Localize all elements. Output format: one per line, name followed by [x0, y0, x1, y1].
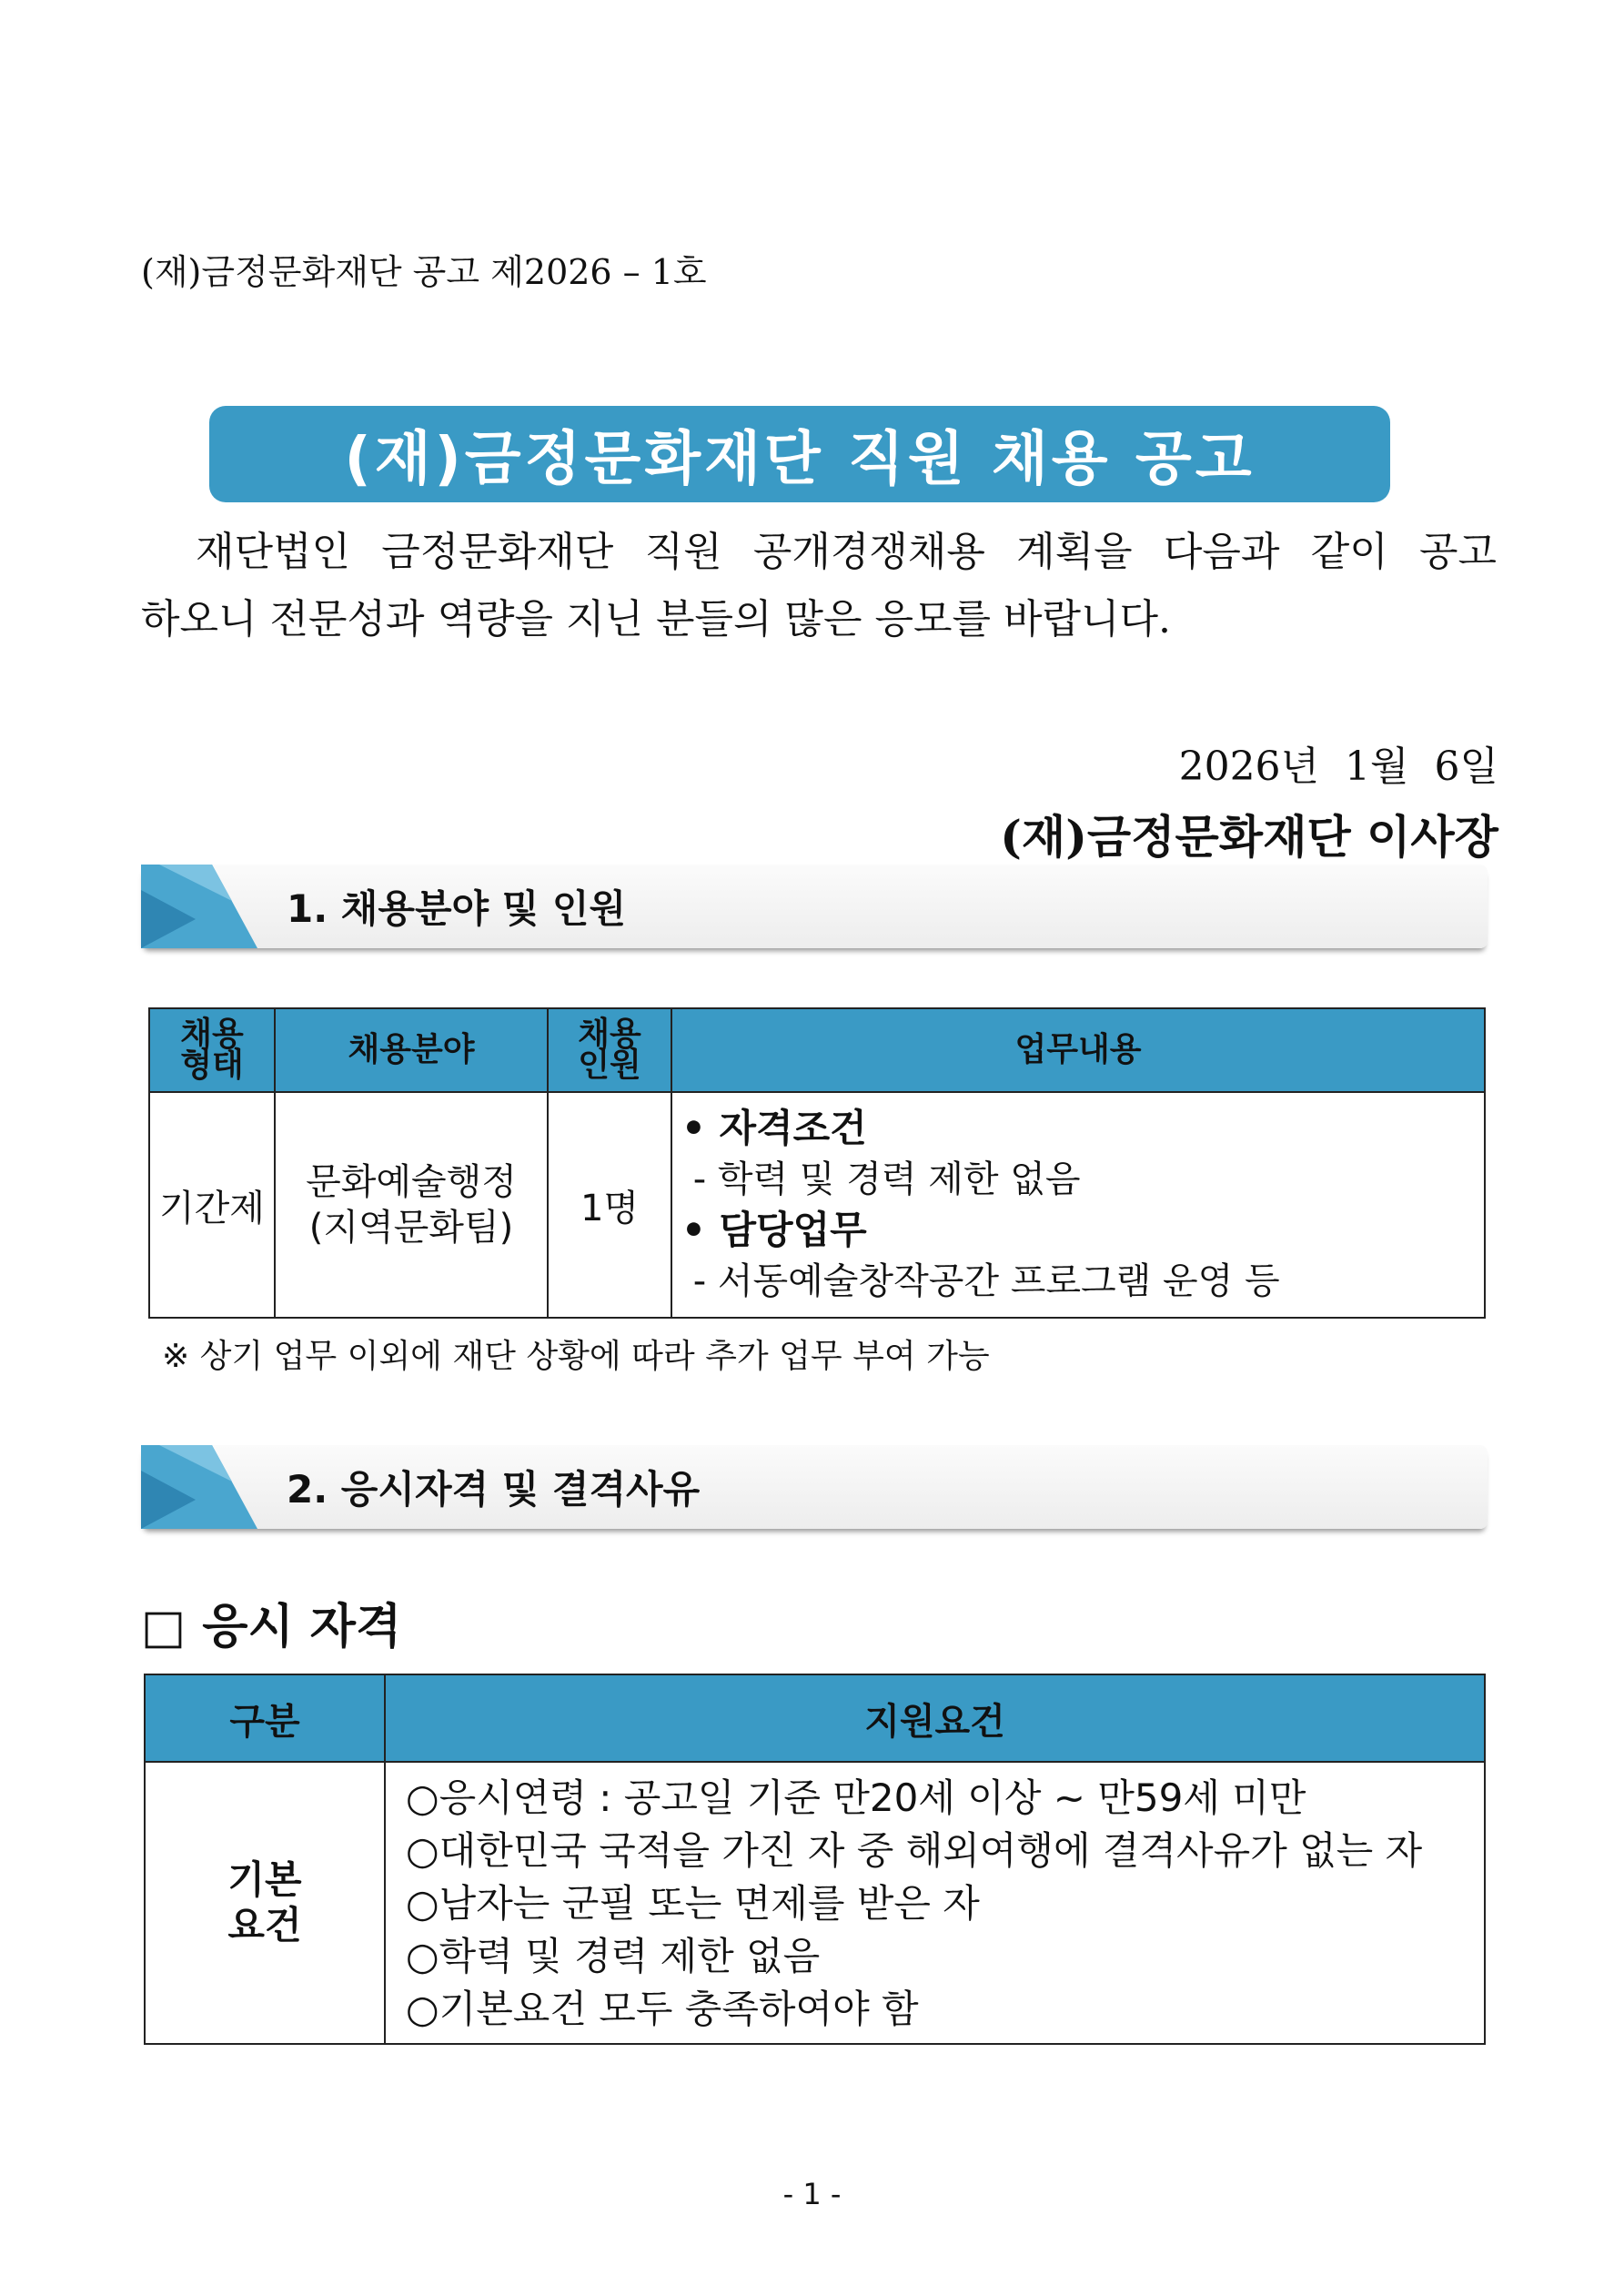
page-number: - 1 -	[782, 2177, 842, 2211]
section-1-header	[141, 865, 1488, 948]
cell-field: 문화예술행정 (지역문화팀)	[275, 1092, 548, 1318]
eligibility-subheading: □ 응시 자격	[141, 1600, 402, 1654]
duty-item: - 서동예술창작공간 프로그램 운영 등	[681, 1260, 1280, 1302]
intro-line-2: 하오니 전문성과 역량을 지닌 분들의 많은 응모를 바랍니다.	[141, 596, 1171, 642]
requirement-item: ○남자는 군필 또는 면제를 받은 자	[406, 1881, 980, 1926]
section-decoration-icon	[141, 1445, 259, 1529]
cell-type: 기간제	[149, 1092, 275, 1318]
table-note: ※ 상기 업무 이외에 재단 상황에 따라 추가 업무 부여 가능	[162, 1338, 990, 1375]
cell-count: 1명	[548, 1092, 671, 1318]
section-1-title: 1. 채용분야 및 인원	[287, 886, 627, 931]
intro-paragraph	[141, 519, 1497, 653]
table-header-row	[145, 1674, 1485, 1762]
requirement-item: ○기본요건 모두 충족하여야 함	[406, 1987, 919, 2031]
signer: (재)금정문화재단 이사장	[1000, 810, 1498, 864]
qualification-title: • 자격조건	[681, 1106, 867, 1150]
announcement-date: 2026년 1월 6일	[1178, 743, 1498, 790]
table-row	[149, 1092, 1485, 1318]
header-type: 채용 형태	[149, 1008, 275, 1092]
table-header-row	[149, 1008, 1485, 1092]
cell-requirements	[385, 1762, 1485, 2044]
header-field: 채용분야	[275, 1008, 548, 1092]
header-category: 구분	[145, 1674, 385, 1762]
section-2-header	[141, 1445, 1488, 1529]
duty-title: • 담당업무	[681, 1208, 867, 1252]
intro-line-1: 재단법인 금정문화재단 직원 공개경쟁채용 계획을 다음과 같이 공고	[196, 529, 1497, 575]
announcement-number: (재)금정문화재단 공고 제2026 – 1호	[141, 252, 707, 292]
section-decoration-icon	[141, 865, 259, 948]
header-duties: 업무내용	[671, 1008, 1485, 1092]
header-requirements: 지원요건	[385, 1674, 1485, 1762]
requirement-item: ○대한민국 국적을 가진 자 중 해외여행에 결격사유가 없는 자	[406, 1828, 1423, 1873]
requirement-item: ○학력 및 경력 제한 없음	[406, 1934, 821, 1978]
cell-duties	[671, 1092, 1485, 1318]
qualification-item: - 학력 및 경력 제한 없음	[681, 1158, 1081, 1200]
eligibility-table	[144, 1674, 1486, 2045]
header-count: 채용 인원	[548, 1008, 671, 1092]
requirement-item: ○응시연령 : 공고일 기준 만20세 이상 ~ 만59세 미만	[406, 1775, 1306, 1820]
cell-category: 기본 요건	[145, 1762, 385, 2044]
page-title: (재)금정문화재단 직원 채용 공고	[209, 406, 1390, 502]
recruitment-table	[148, 1007, 1486, 1319]
table-row	[145, 1762, 1485, 2044]
section-2-title: 2. 응시자격 및 결격사유	[287, 1467, 701, 1512]
